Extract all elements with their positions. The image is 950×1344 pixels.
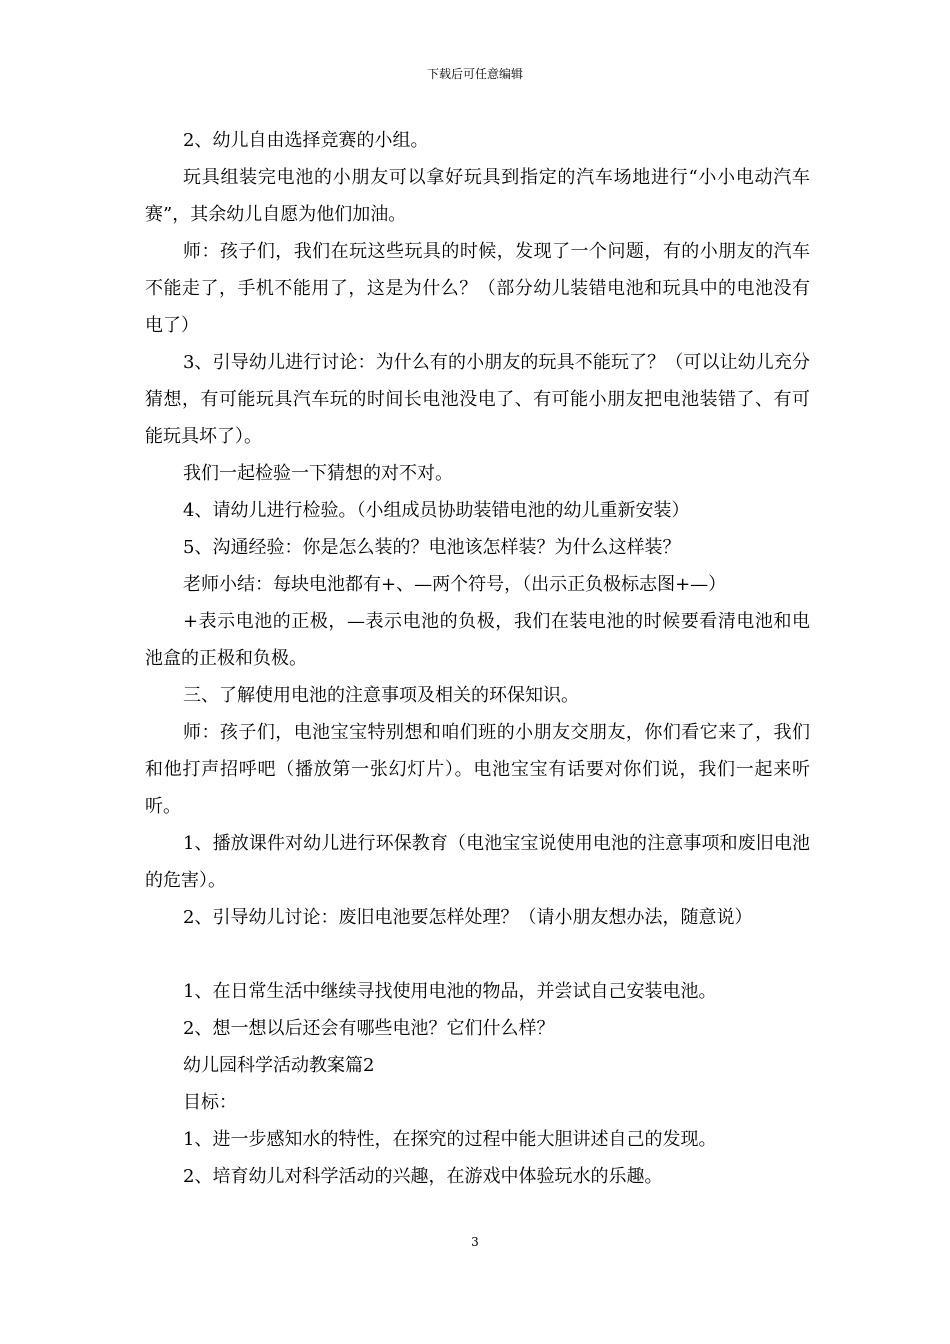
paragraph: 4、请幼儿进行检验。（小组成员协助装错电池的幼儿重新安装） [183, 500, 690, 521]
paragraph: 3、引导幼儿进行讨论：为什么有的小朋友的玩具不能玩了？（可以让幼儿充分猜想，有可能玩具汽车玩的时间长电池没电了、有可能小朋友把电池装错了、有可能玩具坏了）。 [145, 352, 810, 447]
paragraph: 2、幼儿自由选择竞赛的小组。 [183, 130, 429, 151]
paragraph: +表示电池的正极，—表示电池的负极，我们在装电池的时候要看清电池和电池盒的正极和负极。 [145, 611, 810, 669]
paragraph: 1、进一步感知水的特性，在探究的过程中能大胆讲述自己的发现。 [183, 1129, 717, 1150]
paragraph: 2、培育幼儿对科学活动的兴趣，在游戏中体验玩水的乐趣。 [183, 1166, 663, 1187]
paragraph: 师：孩子们，电池宝宝特别想和咱们班的小朋友交朋友，你们看它来了，我们和他打声招呼吧（播放第一张幻灯片）。电池宝宝有话要对你们说，我们一起来听听。 [145, 722, 810, 817]
blank-line [145, 936, 810, 973]
section-heading: 三、了解使用电池的注意事项及相关的环保知识。 [183, 685, 579, 706]
paragraph: 1、播放课件对幼儿进行环保教育（电池宝宝说使用电池的注意事项和废旧电池的危害）。 [145, 833, 810, 891]
document-body [145, 122, 810, 1195]
paragraph: 2、想一想以后还会有哪些电池？它们什么样？ [183, 1018, 555, 1039]
paragraph: 我们一起检验一下猜想的对不对。 [183, 463, 453, 484]
section-title: 幼儿园科学活动教案篇2 [183, 1055, 375, 1076]
paragraph: 老师小结：每块电池都有+、—两个符号，（出示正负极标志图+—） [183, 574, 727, 595]
page-header: 下载后可任意编辑 [426, 67, 523, 81]
paragraph: 目标： [183, 1092, 237, 1113]
paragraph: 师：孩子们，我们在玩这些玩具的时候，发现了一个问题，有的小朋友的汽车不能走了，手机不能用了，这是为什么？（部分幼儿装错电池和玩具中的电池没有电了） [145, 241, 810, 336]
paragraph: 2、引导幼儿讨论：废旧电池要怎样处理？（请小朋友想办法，随意说） [183, 907, 753, 928]
page-number: 3 [471, 1235, 479, 1249]
paragraph: 玩具组装完电池的小朋友可以拿好玩具到指定的汽车场地进行“小小电动汽车赛”，其余幼儿自愿为他们加油。 [145, 167, 810, 225]
paragraph: 5、沟通经验：你是怎么装的？电池该怎样装？为什么这样装？ [183, 537, 681, 558]
paragraph: 1、在日常生活中继续寻找使用电池的物品，并尝试自己安装电池。 [183, 981, 717, 1002]
